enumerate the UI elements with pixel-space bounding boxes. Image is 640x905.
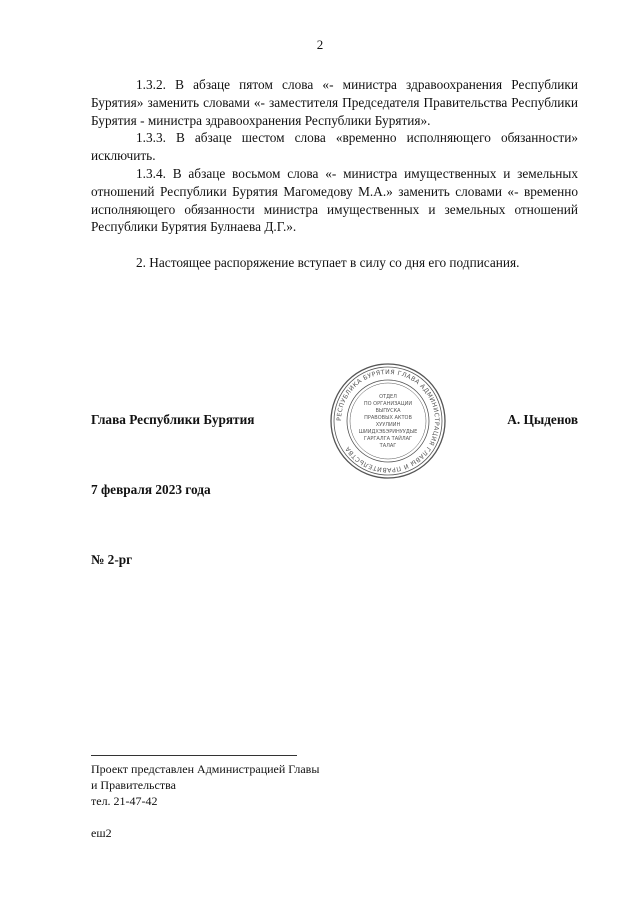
footer-line: тел. 21-47-42 (91, 794, 158, 808)
seal-line: ХУУЛИИН (375, 422, 401, 428)
signatory-position: Глава Республики Бурятия (91, 412, 255, 427)
seal-line: ОТДЕЛ (379, 394, 397, 400)
paragraph-1-3-3: 1.3.3. В абзаце шестом слова «временно исполняющего обязанности» исключить. (91, 130, 578, 164)
official-seal-icon (329, 362, 447, 480)
seal-line: ВЫПУСКА (375, 408, 401, 414)
paragraph-1-3-4: 1.3.4. В абзаце восьмом слова «- министра имущественных и земельных отношений Республики Бурятия Магомедову М.А.» заменить словами «- временно исполняющего обязанности министра имущественных и земельных отношений Республики Бурятия Булнаева Д.Г.». (91, 165, 578, 235)
footer-line: и Правительства (91, 778, 176, 792)
seal-line: ШИИДХЭБЭРИНУУДЫЕ (358, 429, 418, 435)
seal-line: ПО ОРГАНИЗАЦИИ (363, 401, 413, 407)
document-body (91, 76, 578, 272)
executor-code: еш2 (91, 826, 112, 840)
paragraph-1-3-2: 1.3.2. В абзаце пятом слова «- министра здравоохранения Республики Бурятия» заменить словами «- заместителя Председателя Правительства Республики Бурятия - министра здравоохранения Республики Бурятия». (91, 77, 578, 128)
document-date: 7 февраля 2023 года (91, 482, 211, 497)
seal-line: ПРАВОВЫХ АКТОВ (364, 415, 412, 421)
page-number: 2 (316, 37, 324, 52)
paragraph-2: 2. Настоящее распоряжение вступает в силу со дня его подписания. (136, 255, 520, 271)
footer-line: Проект представлен Администрацией Главы (91, 762, 320, 776)
document-number: № 2-рг (91, 552, 133, 567)
seal-line: ТАЛАГ (379, 443, 397, 449)
signatory-name: А. Цыденов (507, 412, 578, 427)
footer-divider (91, 755, 297, 756)
footer-note (91, 761, 319, 809)
seal-outer-text: РЕСПУБЛИКА БУРЯТИЯ ГЛАВА АДМИНИСТРАЦИЯ ГЛАВЫ И ПРАВИТЕЛЬСТВА (335, 368, 441, 474)
seal-line: ГАРГАЛГА ТАЙЛАГ (363, 436, 413, 442)
